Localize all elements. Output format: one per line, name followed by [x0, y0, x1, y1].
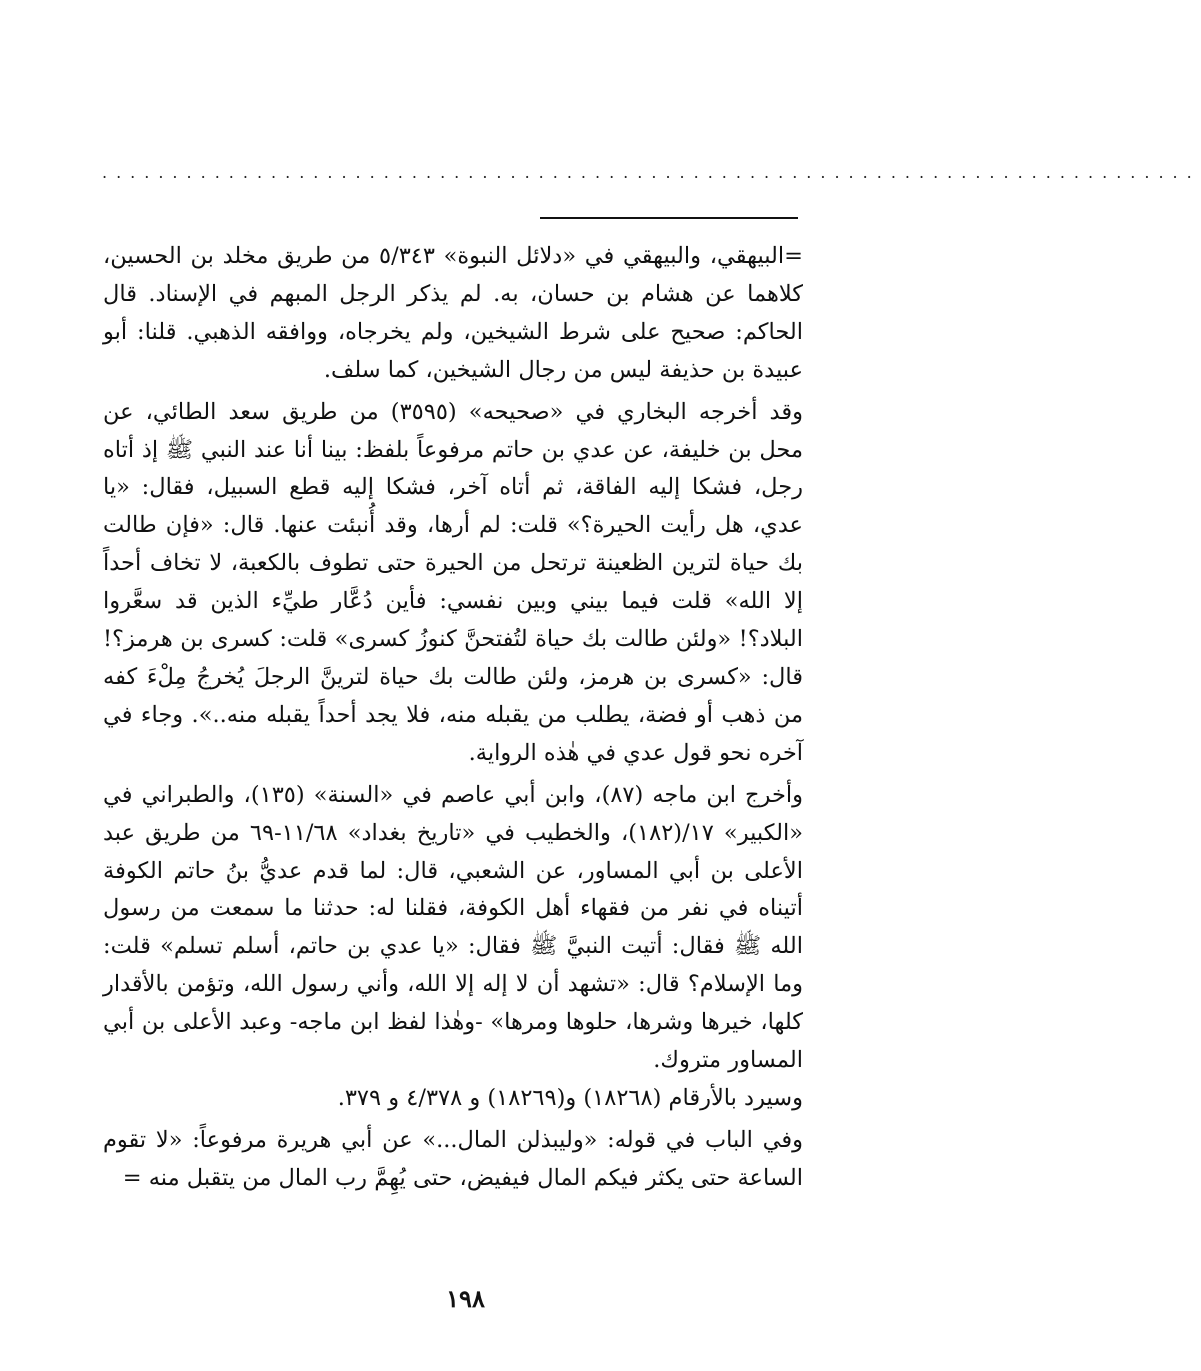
dotted-separator: ..............................................................................: [102, 163, 1201, 182]
footnote-paragraph: وسيرد بالأرقام (١٨٢٦٨) و(١٨٢٦٩) و ٤/٣٧٨ و ٣٧٩.: [337, 1084, 803, 1111]
footnote-paragraph: وأخرج ابن ماجه (٨٧)، وابن أبي عاصم في «السنة» (١٣٥)، والطبراني في «الكبير» ١٧/(١٨٢)، والخطيب في «تاريخ بغداد» ١١/٦٨-٦٩ من طريق عبد الأعلى بن أبي المساور، عن الشعبي، قال: لما قدم عديُّ بنُ حاتم الكوفة أتيناه في نفر من فقهاء أهل الكوفة، فقلنا له: حدثنا ما سمعت من رسول الله ﷺ فقال: أتيت النبيَّ ﷺ فقال: «يا عدي بن حاتم، أسلم تسلم» قلت: وما الإسلام؟ قال: «تشهد أن لا إله إلا الله، وأني رسول الله، وتؤمن بالأقدار كلها، خيرها وشرها، حلوها ومرها» -وهٰذا لفظ ابن ماجه- وعبد الأعلى بن أبي المساور متروك.: [103, 781, 803, 1074]
footnote-paragraph: وفي الباب في قوله: «وليبذلن المال...» عن أبي هريرة مرفوعاً: «لا تقوم الساعة حتى يكثر فيكم المال فيفيض، حتى يُهِمَّ رب المال من يتقبل منه =: [103, 1126, 803, 1191]
footnote-paragraph: وقد أخرجه البخاري في «صحيحه» (٣٥٩٥) من طريق سعد الطائي، عن محل بن خليفة، عن عدي بن حاتم مرفوعاً بلفظ: بينا أنا عند النبي ﷺ إذ أتاه رجل، فشكا إليه الفاقة، ثم أتاه آخر، فشكا إليه قطع السبيل، فقال: «يا عدي، هل رأيت الحيرة؟» قلت: لم أرها، وقد أُنبئت عنها. قال: «فإن طالت بك حياة لترين الظعينة ترتحل من الحيرة حتى تطوف بالكعبة، لا تخاف أحداً إلا الله» قلت فيما بيني وبين نفسي: فأين دُعَّار طيِّء الذين قد سعَّروا البلاد؟! «ولئن طالت بك حياة لتُفتحنَّ كنوزُ كسرى» قلت: كسرى بن هرمز؟! قال: «كسرى بن هرمز، ولئن طالت بك حياة لترينَّ الرجلَ يُخرجُ مِلْءَ كفه من ذهب أو فضة، يطلب من يقبله منه، فلا يجد أحداً يقبله منه..». وجاء في آخره نحو قول عدي في هٰذه الرواية.: [103, 398, 803, 766]
page-number: ١٩٨: [446, 1284, 485, 1313]
footnote-text: [103, 238, 803, 1198]
footnote-rule: [540, 217, 798, 219]
footnote-paragraph: =البيهقي، والبيهقي في «دلائل النبوة» ٥/٣٤٣ من طريق مخلد بن الحسين، كلاهما عن هشام بن حسان، به. لم يذكر الرجل المبهم في الإسناد. قال الحاكم: صحيح على شرط الشيخين، ولم يخرجاه، ووافقه الذهبي. قلنا: أبو عبيدة بن حذيفة ليس من رجال الشيخين، كما سلف.: [103, 243, 803, 383]
